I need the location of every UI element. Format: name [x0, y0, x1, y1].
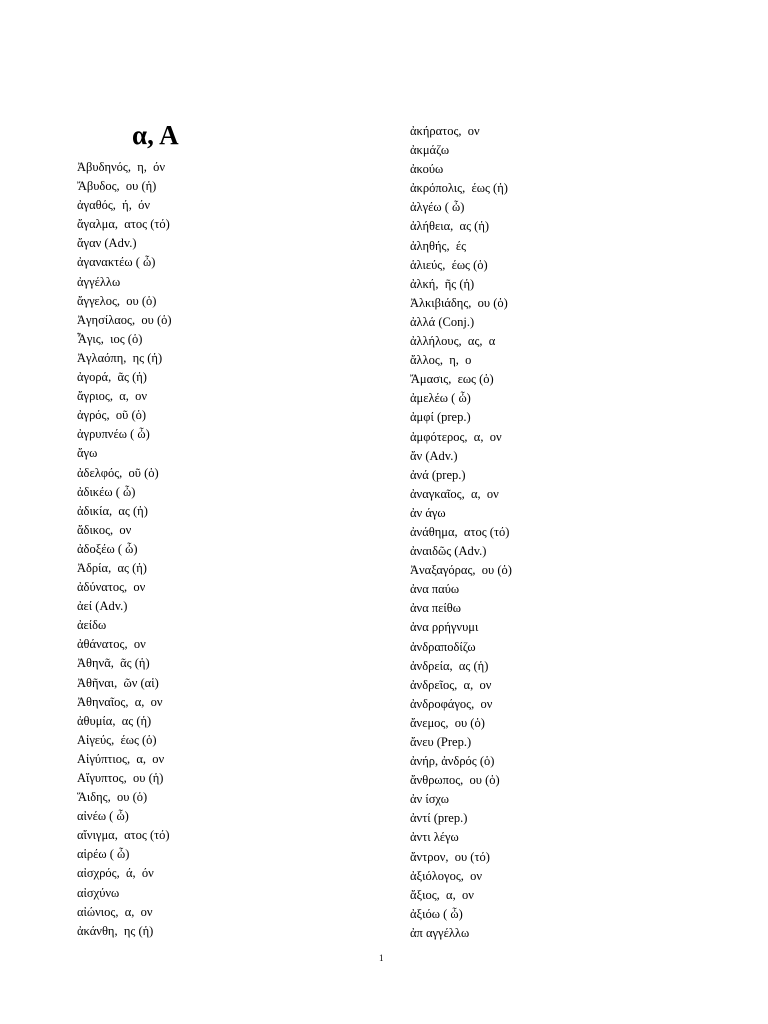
vocabulary-entry: Αἰγεύς, έως (ὁ)	[77, 732, 157, 747]
vocabulary-entry: ἀγγέλλω	[77, 274, 121, 289]
vocabulary-entry: αἰσχρός, ά, όν	[77, 866, 154, 881]
vocabulary-entry: ἀθάνατος, ον	[77, 637, 146, 652]
vocabulary-entry: ἀν άγω	[410, 505, 446, 520]
vocabulary-entry: ἀνδροφάγος, ον	[410, 696, 493, 711]
vocabulary-entry: Ἀδρία, ας (ἡ)	[77, 560, 147, 575]
vocabulary-entry: ἀλλά (Conj.)	[410, 314, 475, 329]
vocabulary-entry: ἀλγέω ( ὦ)	[410, 200, 465, 215]
vocabulary-entry: ἀντί (prep.)	[410, 811, 468, 826]
vocabulary-entry: ἀνδραποδίζω	[410, 639, 476, 654]
vocabulary-entry: ἀνδρεῖος, α, ον	[410, 677, 492, 692]
vocabulary-entry: ἄγαλμα, ατος (τό)	[77, 217, 170, 232]
vocabulary-entry: ἄγριος, α, ον	[77, 389, 148, 404]
vocabulary-entry: ἀδικία, ας (ἡ)	[77, 503, 148, 518]
vocabulary-entry: ἄντρον, ου (τό)	[410, 849, 490, 864]
vocabulary-entry: Ἀγλαόπη, ης (ἡ)	[77, 350, 163, 365]
vocabulary-entry: ἀληθής, ές	[410, 238, 467, 253]
vocabulary-entry: ἄλλος, η, ο	[410, 353, 472, 368]
right-word-list	[410, 122, 512, 943]
vocabulary-entry: ἀδοξέω ( ὦ)	[77, 541, 138, 556]
vocabulary-entry: ἁλιεύς, έως (ὁ)	[410, 257, 488, 272]
vocabulary-entry: ἀμελέω ( ὦ)	[410, 391, 471, 406]
vocabulary-entry: Ἀβυδηνός, η, όν	[77, 160, 166, 174]
vocabulary-entry: ἀξιόω ( ὦ)	[410, 906, 463, 921]
vocabulary-entry: ἀξιόλογος, ον	[410, 868, 483, 883]
vocabulary-entry: αἴνιγμα, ατος (τό)	[77, 828, 170, 843]
vocabulary-entry: ἄγαν (Adv.)	[77, 236, 137, 251]
vocabulary-entry: ἀγορά, ᾶς (ἡ)	[77, 370, 147, 385]
vocabulary-entry: ἄγω	[77, 446, 98, 461]
vocabulary-entry: ἀνδρεία, ας (ἡ)	[410, 658, 489, 673]
vocabulary-entry: ἀείδω	[77, 618, 107, 633]
vocabulary-entry: ἀκήρατος, ον	[410, 124, 480, 138]
vocabulary-entry: ἀμφότερος, α, ον	[410, 429, 502, 444]
vocabulary-entry: ἀθυμία, ας (ἡ)	[77, 713, 152, 728]
vocabulary-entry: ἀν ίσχω	[410, 792, 449, 807]
vocabulary-entry: Ἀγησίλαος, ου (ὁ)	[77, 312, 172, 327]
vocabulary-entry: ἀλλήλους, ας, α	[410, 334, 496, 349]
vocabulary-entry: αἱρέω ( ὦ)	[77, 847, 130, 862]
vocabulary-entry: ἄδικος, ον	[77, 522, 132, 537]
vocabulary-entry: αἰώνιος, α, ον	[77, 904, 153, 919]
vocabulary-entry: ἀδικέω ( ὦ)	[77, 484, 136, 499]
vocabulary-entry: ἀπ αγγέλλω	[410, 925, 470, 940]
vocabulary-entry: ἄξιος, α, ον	[410, 887, 474, 902]
vocabulary-entry: ἀγανακτέω ( ὦ)	[77, 255, 156, 270]
vocabulary-entry: ἄνθρωπος, ου (ὁ)	[410, 773, 500, 788]
vocabulary-entry: Ἀλκιβιάδης, ου (ὁ)	[410, 295, 508, 310]
vocabulary-entry: Ἆγις, ιος (ὁ)	[77, 331, 143, 346]
vocabulary-entry: ἀγρυπνέω ( ὦ)	[77, 427, 150, 442]
vocabulary-entry: ἄγγελος, ου (ὁ)	[77, 293, 157, 308]
vocabulary-entry: Ἀναξαγόρας, ου (ὁ)	[410, 563, 512, 578]
vocabulary-entry: ἄν (Adv.)	[410, 448, 458, 463]
vocabulary-entry: ἀνάθημα, ατος (τό)	[410, 524, 510, 539]
vocabulary-entry: ἀεί (Adv.)	[77, 599, 128, 614]
vocabulary-entry: ἀμφί (prep.)	[410, 410, 471, 425]
vocabulary-entry: ἀλήθεια, ας (ἡ)	[410, 219, 490, 234]
vocabulary-entry: ἀνα ρρήγνυμι	[410, 620, 479, 635]
vocabulary-entry: Ἀθηνᾶ, ᾶς (ἡ)	[77, 656, 150, 671]
vocabulary-entry: ἀνα παύω	[410, 582, 460, 597]
vocabulary-entry: ἀγρός, οῦ (ὁ)	[77, 408, 147, 423]
vocabulary-entry: ἀνήρ, ἀνδρός (ὁ)	[410, 754, 495, 769]
vocabulary-entry: αἰσχύνω	[77, 885, 120, 900]
vocabulary-entry: ἀναιδῶς (Adv.)	[410, 544, 487, 559]
vocabulary-entry: Ἀθῆναι, ῶν (αἱ)	[77, 675, 159, 690]
vocabulary-entry: ἀδύνατος, ον	[77, 580, 146, 595]
vocabulary-entry: ἀκάνθη, ης (ἡ)	[77, 923, 154, 938]
vocabulary-entry: Ἀθηναῖος, α, ον	[77, 694, 163, 709]
vocabulary-entry: Ἄβυδος, ου (ἡ)	[77, 179, 157, 194]
vocabulary-entry: ἄνευ (Prep.)	[410, 735, 472, 749]
vocabulary-entry: ἀκούω	[410, 162, 444, 177]
vocabulary-entry: ἀλκή, ῆς (ἡ)	[410, 276, 475, 291]
section-heading: α, Α	[132, 120, 179, 150]
page-number: 1	[379, 953, 384, 963]
vocabulary-entry: ἀδελφός, οῦ (ὁ)	[77, 465, 159, 480]
vocabulary-entry: ἄνεμος, ου (ὁ)	[410, 715, 485, 730]
left-word-list	[77, 158, 172, 941]
vocabulary-entry: Ἅιδης, ου (ὁ)	[77, 790, 148, 805]
vocabulary-entry: ἀνα πείθω	[410, 601, 462, 616]
vocabulary-entry: ἀντι λέγω	[410, 830, 459, 845]
vocabulary-entry: ἀναγκαῖος, α, ον	[410, 486, 499, 501]
vocabulary-entry: Αἰγύπτιος, α, ον	[77, 751, 165, 766]
vocabulary-entry: ἀγαθός, ή, όν	[77, 198, 150, 213]
vocabulary-entry: ἀκρόπολις, έως (ἡ)	[410, 181, 508, 196]
vocabulary-entry: αἰνέω ( ὦ)	[77, 809, 129, 824]
vocabulary-entry: Ἄμασις, εως (ὁ)	[410, 372, 494, 387]
vocabulary-entry: ἀνά (prep.)	[410, 467, 466, 482]
vocabulary-entry: Αἴγυπτος, ου (ἡ)	[77, 771, 164, 785]
vocabulary-entry: ἀκμάζω	[410, 143, 450, 158]
